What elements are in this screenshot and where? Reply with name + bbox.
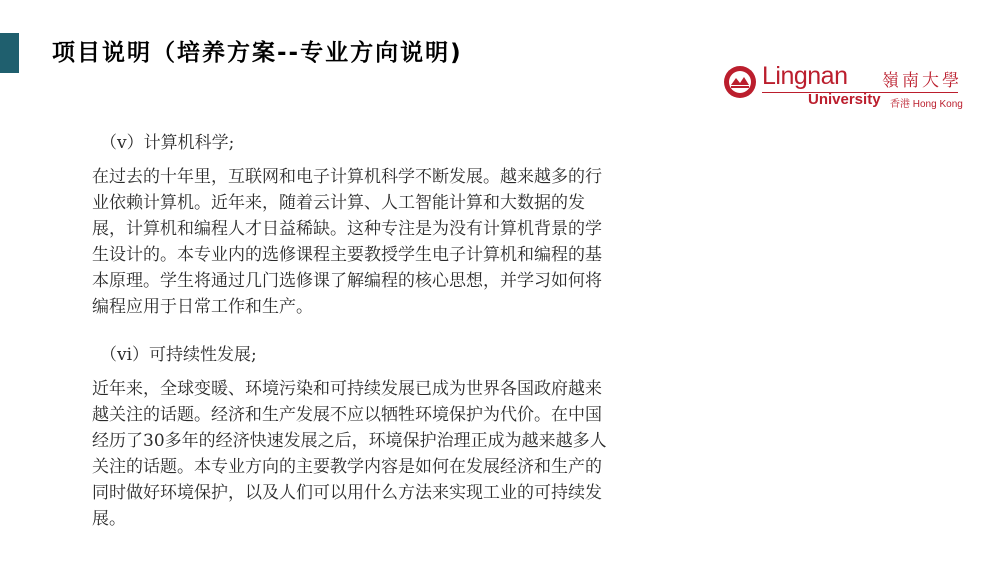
paragraph-line: 近年来，全球变暖、环境污染和可持续发展已成为世界各国政府越来 xyxy=(92,379,602,399)
paragraph-line: 展。 xyxy=(92,509,126,529)
paragraph-line: 编程应用于日常工作和生产。 xyxy=(92,297,313,317)
paragraph-line: 在过去的十年里，互联网和电子计算机科学不断发展。越来越多的行 xyxy=(92,167,602,187)
document-body xyxy=(92,130,742,554)
section-heading-cs: （v）计算机科学; xyxy=(100,133,235,153)
paragraph-line: 经历了30多年的经济快速发展之后，环境保护治理正成为越来越多人 xyxy=(92,431,607,451)
section-paragraph-cs xyxy=(92,164,742,320)
logo-name-zh: 嶺南大學 xyxy=(882,71,962,91)
paragraph-line: 生设计的。本专业内的选修课程主要教授学生电子计算机和编程的基 xyxy=(92,245,602,265)
paragraph-line: 越关注的话题。经济和生产发展不应以牺牲环境保护为代价。在中国 xyxy=(92,405,602,425)
lingnan-logo xyxy=(722,64,962,110)
slide-title: 项目说明（培养方案--专业方向说明) xyxy=(52,40,463,66)
paragraph-line: 业依赖计算机。近年来，随着云计算、人工智能计算和大数据的发 xyxy=(92,193,585,213)
section-paragraph-sustainability xyxy=(92,376,742,532)
lingnan-emblem-icon xyxy=(722,64,758,100)
section-heading-sustainability: （vi）可持续性发展; xyxy=(100,345,257,365)
logo-university-label: University xyxy=(808,91,881,108)
paragraph-line: 关注的话题。本专业方向的主要教学内容是如何在发展经济和生产的 xyxy=(92,457,602,477)
title-accent-bar xyxy=(0,33,19,73)
paragraph-line: 同时做好环境保护，以及人们可以用什么方法来实现工业的可持续发 xyxy=(92,483,602,503)
logo-name-en: Lingnan xyxy=(762,62,848,90)
paragraph-line: 本原理。学生将通过几门选修课了解编程的核心思想，并学习如何将 xyxy=(92,271,602,291)
logo-location-label: 香港 Hong Kong xyxy=(890,99,963,110)
paragraph-line: 展，计算机和编程人才日益稀缺。这种专注是为没有计算机背景的学 xyxy=(92,219,602,239)
